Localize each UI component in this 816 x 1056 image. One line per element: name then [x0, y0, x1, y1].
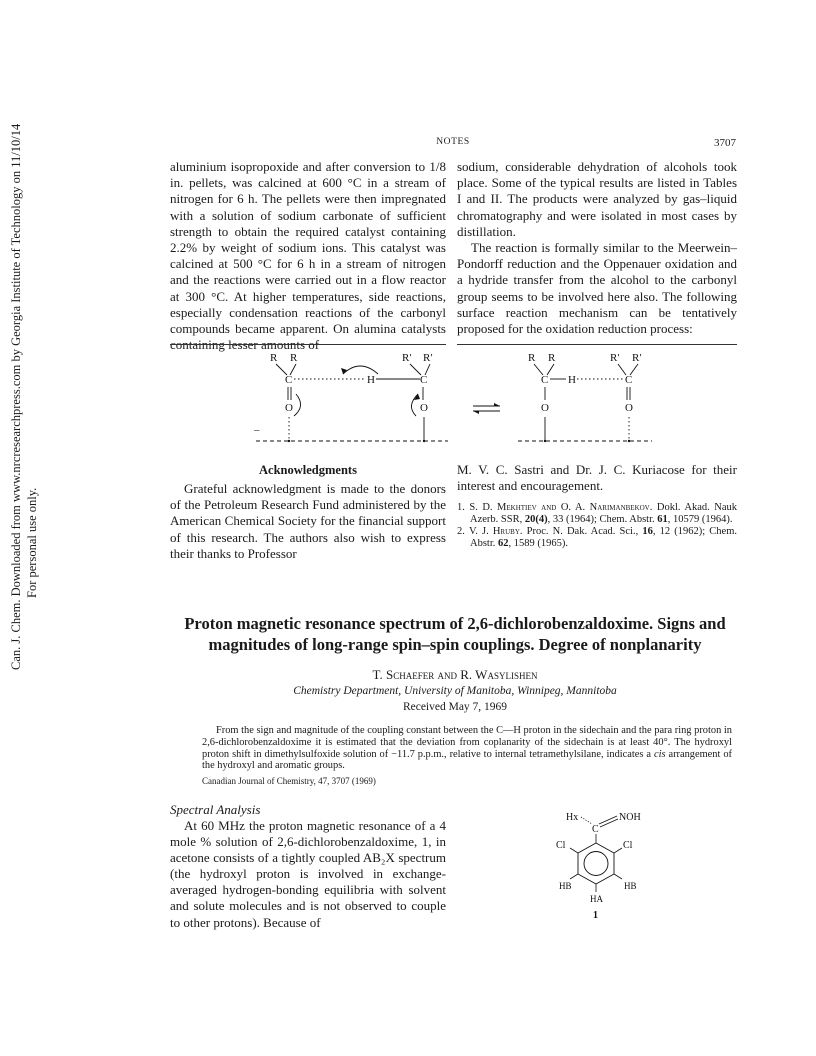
abstract: From the sign and magnitude of the coupling constant between the C—H proton in the sidechain and the para ring proton in 2,6-dichlorobenzaldoxime it is estimated that the deviation from coplanarity of the sidechain is at least 40°. The hydroxyl proton shift in dimethylsulfoxide solution of −11.7 p.p.m., relative to internal tetramethylsilane, indicates a cis arrangement of the hydroxyl and aromatic groups. — [202, 725, 732, 772]
molecule-number: 1 — [593, 910, 598, 920]
molecule-label: C — [592, 824, 599, 835]
scheme-oxygen: O — [420, 402, 428, 414]
acknowledgments-body — [170, 481, 446, 562]
molecule-label: HA — [590, 894, 603, 904]
molecule-label: HB — [624, 881, 637, 891]
reaction-scheme — [248, 348, 668, 453]
acknowledgments-heading: Acknowledgments — [259, 463, 357, 477]
section-heading: Spectral Analysis — [170, 802, 261, 817]
column-rule — [170, 344, 446, 345]
molecule-label: Hx — [566, 812, 579, 823]
running-head — [170, 137, 736, 151]
molecule-label: NOH — [619, 812, 641, 823]
reference-list — [457, 502, 737, 550]
previous-article-left-column — [170, 159, 446, 353]
page-number: 3707 — [714, 137, 736, 149]
scheme-label: R — [270, 352, 278, 364]
reference-item: 1. S. D. Mekhtiev and O. A. Narimanbekov. Dokl. Akad. Nauk Azerb. SSR, 20(4), 33 (1964); Chem. Abstr. 61, 10579 (1964). — [457, 502, 738, 525]
scheme-oxygen: O — [625, 402, 633, 414]
running-head-title: NOTES — [436, 137, 470, 147]
scheme-label: R′ — [632, 352, 642, 364]
scheme-oxygen: O — [285, 402, 293, 414]
spectral-analysis-body — [170, 818, 446, 931]
molecule-label: Cl — [556, 840, 566, 851]
reference-item: 2. V. J. Hruby. Proc. N. Dak. Acad. Sci., 16, 12 (1962); Chem. Abstr. 62, 1589 (1965). — [457, 526, 737, 549]
scheme-hydrogen: H — [367, 374, 375, 386]
scheme-label: R — [528, 352, 536, 364]
paragraph: At 60 MHz the proton magnetic resonance of a 4 mole % solution of 2,6-dichlorobenzaldoxime, 1, in acetone consists of a tightly coupled AB₂X spectrum (the hydroxyl proton is involved in exchange-averaged hydrogen-bonding equilibria with solvent and solute molecules and is not observed to couple to other protons). Because of — [170, 818, 446, 930]
download-stamp — [2, 123, 50, 670]
acknowledgments-continued — [457, 462, 737, 494]
scheme-hydrogen: H — [568, 374, 576, 386]
scheme-label: R — [548, 352, 556, 364]
column-rule — [457, 344, 737, 345]
scheme-oxygen: O — [541, 402, 549, 414]
article-title: Proton magnetic resonance spectrum of 2,6-dichlorobenzaldoxime. Signs and magnitudes of long-range spin–spin couplings. Degree of nonplanarity — [184, 614, 726, 654]
molecule-label: Cl — [623, 840, 633, 851]
download-notice: Can. J. Chem. Downloaded from www.nrcresearchpress.com by Georgia Institute of Technology on 11/10/14 — [9, 123, 23, 670]
article-affiliation: Chemistry Department, University of Manitoba, Winnipeg, Mannitoba — [293, 685, 617, 697]
scheme-charge: – — [254, 424, 260, 436]
scheme-label: R′ — [423, 352, 433, 364]
previous-article-right-column — [457, 159, 737, 337]
scheme-carbon: C — [625, 374, 633, 386]
scheme-carbon: C — [541, 374, 549, 386]
scheme-label: R′ — [610, 352, 620, 364]
scheme-carbon: C — [285, 374, 293, 386]
received-date: Received May 7, 1969 — [402, 701, 508, 713]
scheme-label: R′ — [402, 352, 412, 364]
paragraph: aluminium isopropoxide and after conversion to 1/8 in. pellets, was calcined at 600 °C in a stream of nitrogen for 6 h. The pellets were then impregnated with a solution of sodium carbonate of sufficient strength to obtain the required catalyst containing 2.2% by weight of sodium ions. This catalyst was calcined at 500 °C for 6 h in a stream of nitrogen and the reactions were carried out in a flow reactor at 300 °C. At higher temperatures, side reactions, especially condensation reactions of the carbonyl compounds became apparent. On alumina catalysts containing lesser amounts of — [170, 159, 446, 353]
molecule-structure-1 — [548, 808, 658, 920]
paragraph: sodium, considerable dehydration of alcohols took place. Some of the typical results are listed in Tables I and II. The products were analyzed by gas–liquid chromatography and were isolated in most cases by distillation. — [457, 159, 737, 239]
article-authors: T. Schaefer and R. Wasylishen — [372, 667, 538, 682]
scheme-carbon: C — [420, 374, 428, 386]
journal-citation: Canadian Journal of Chemistry, 47, 3707 (1969) — [202, 776, 376, 786]
scheme-label: R — [290, 352, 298, 364]
paragraph: M. V. C. Sastri and Dr. J. C. Kuriacose for their interest and encouragement. — [457, 462, 737, 494]
molecule-label: HB — [559, 881, 572, 891]
paragraph: Grateful acknowledgment is made to the donors of the Petroleum Research Fund administered by the American Chemical Society for the financial support of this research. The authors also wish to express their thanks to Professor — [170, 481, 446, 561]
personal-use-notice: For personal use only. — [25, 487, 39, 598]
paragraph: The reaction is formally similar to the Meerwein–Pondorff reduction and the Oppenauer oxidation and a hydride transfer from the alcohol to the carbonyl group seems to be involved here also. The following surface reaction mechanism can be tentatively proposed for the oxidation reduction process: — [457, 240, 737, 337]
